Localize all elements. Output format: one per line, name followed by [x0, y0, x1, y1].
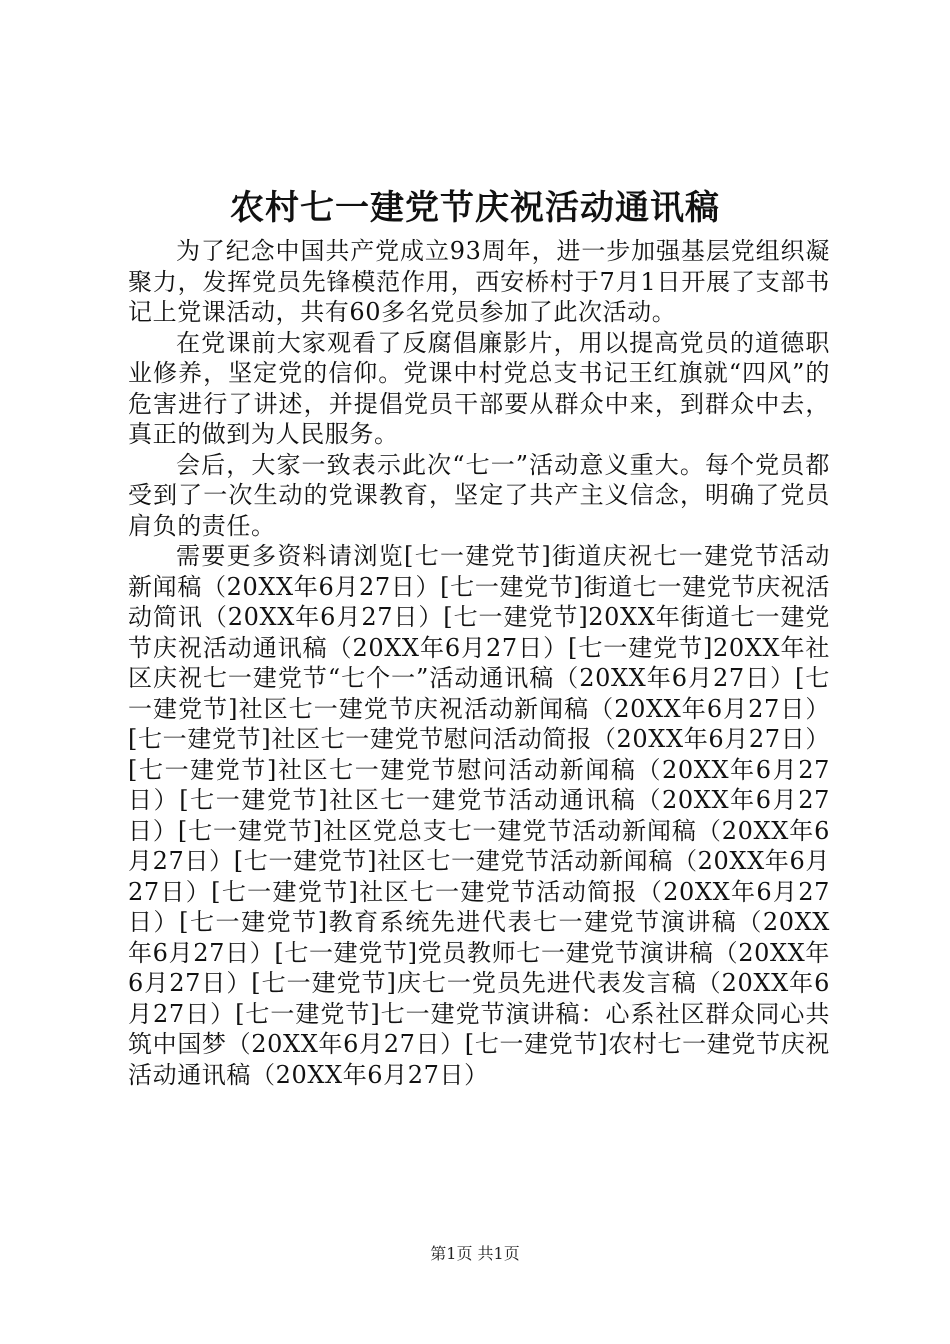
paragraph-conclusion: 会后，大家一致表示此次“七一”活动意义重大。每个党员都受到了一次生动的党课教育，坚定了共产主义信念，明确了党员肩负的责任。: [128, 450, 830, 540]
paragraph-lecture: 在党课前大家观看了反腐倡廉影片，用以提高党员的道德职业修养，坚定党的信仰。党课中村党总支书记王红旗就“四风”的危害进行了讲述，并提倡党员干部要从群众中来，到群众中去，真正的做到为人民服务。: [128, 328, 830, 448]
page-footer: 第1页 共1页: [430, 1244, 520, 1263]
paragraph-related-links: 需要更多资料请浏览[七一建党节]街道庆祝七一建党节活动新闻稿（20XX年6月27日）[七一建党节]街道七一建党节庆祝活动简讯（20XX年6月27日）[七一建党节]20XX年街道七一建党节庆祝活动通讯稿（20XX年6月27日）[七一建党节]20XX年社区庆祝七一建党节“七个一”活动通讯稿（20XX年6月27日）[七一建党节]社区七一建党节庆祝活动新闻稿（20XX年6月27日）[七一建党节]社区七一建党节慰问活动简报（20XX年6月27日）[七一建党节]社区七一建党节慰问活动新闻稿（20XX年6月27日）[七一建党节]社区七一建党节活动通讯稿（20XX年6月27日）[七一建党节]社区党总支七一建党节活动新闻稿（20XX年6月27日）[七一建党节]社区七一建党节活动新闻稿（20XX年6月27日）[七一建党节]社区七一建党节活动简报（20XX年6月27日）[七一建党节]教育系统先进代表七一建党节演讲稿（20XX年6月27日）[七一建党节]党员教师七一建党节演讲稿（20XX年6月27日）[七一建党节]庆七一党员先进代表发言稿（20XX年6月27日）[七一建党节]七一建党节演讲稿：心系社区群众同心共筑中国梦（20XX年6月27日）[七一建党节]农村七一建党节庆祝活动通讯稿（20XX年6月27日）: [128, 542, 830, 1089]
paragraph-intro: 为了纪念中国共产党成立93周年，进一步加强基层党组织凝聚力，发挥党员先锋模范作用，西安桥村于7月1日开展了支部书记上党课活动，共有60多名党员参加了此次活动。: [128, 237, 830, 326]
document-body: [128, 236, 830, 1090]
document-title: 农村七一建党节庆祝活动通讯稿: [230, 188, 720, 228]
